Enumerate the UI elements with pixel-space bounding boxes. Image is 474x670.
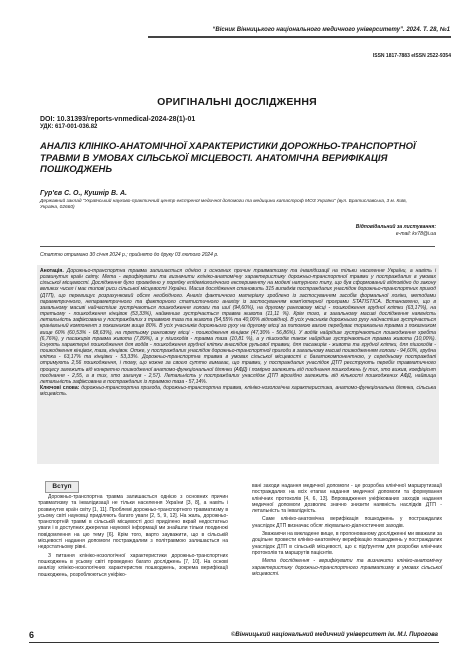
issn-line: ISSN 1817-7883 eISSN 2522-9354 xyxy=(372,53,451,59)
udk-code: УДК: 617-001-036.82 xyxy=(40,124,98,130)
abstract-text: Дорожньо-транспортна травма залишається однією з основних причин травматизму та інвалідизації на тільки населення України, а навіть і розвинутих країн світу. Мета - верифікувати та визначити клініко-анатомічну характеристику дорожньо-транспортної травми у постраждалих в умовах сільської місцевості. Дослідження було проведено у порядку епідеміологічного експерименту на моделі натурного типу, що був сформований відповідно до закону великих чисел і має типові риси сільської місцевості України. Масив дослідження становить 315 випадків постраждалих унаслідок дорожньо-транспортних пригод (ДТП), що перевищує розрахунковий обсяг необхідного. Аналіз фактичного матеріалу зроблено із застосуванням засобів формальної логіки, методами параметричного, непараметричного та факторного статистичного аналізу із застосуванням комп'ютерної програми STATISTICA. Встановлено, що в загальному масиві найчастіше зустрічаються пошкодження голови та шиї (94,60%), на другому ранговому місці - пошкодження грудної клітки (63,17%), на третьому - пошкодження кінцівок (53,33%), найменше зустрічається травма живота (11,11 %). Крім того, в загальному масиві дослідження наявність летальність зафіксована у постраждалих з травмою таза та живота (54,55% та 40,00% відповідно). В усіх учасників дорожнього руху найчастіше зустрічається краніальний компонент з показником вище 80%. В усіх учасників дорожнього руху на другому місці за питомою вагою перебуває торакальна травма з показником вище 60% (60,53% - 68,63%), на третьому ранговому місці - пошкодження кінцівок (47,30% - 56,86%). У водіїв найрідше зустрічаються пошкодження хребта (6,76%), у пасажирів травма живота (7,89%), а у пішоходів - травма таза (10,81 %), а у пішоходів також найрідше зустрічаються травма живота (10,00%). Існують характерні пошкодження для водіїв - пошкодження грудної клітки внаслідок рульової травми, для пасажирів - живота та грудної клітки, для пішоходів - пошкодження кінцівок, таза, кінцівок. Отже, у постраждалих унаслідок дорожньо-транспортної пригоди в загальному масиві пошкодженням голови - 94,60%, грудна клітка - 63,17% та кінцівки - 53,33%. Дорожньо-транспортна травма в умовах сільської місцевості є багатокомпонентною, у середньому постраждалі отримують 2,56 пошкодження, і тому, що кожне за своєю суттю вимагає, що травми, у постраждалих унаслідок ДТП реєструють перебіг травматичного процесу залежить від конкретно пошкодженої анатомо-функціональної ділянки (АФД) і помірно залежить від поєднання пошкоджень (у тих, хто вижив, коефіцієнт поєднання - 2,55, а в тих, хто загинув - 2,57). Летальність у постраждалих унаслідок ДТП вірогідно залежить від кількості пошкоджених АФД, найвища летальність зафіксована в постраждалих із травмою таза - 57,14%. xyxy=(40,268,436,385)
header-divider xyxy=(148,36,451,38)
keywords-text: дорожньо-транспортна пригода, дорожньо-транспортна травма, клініко-нозологічна характеристика, анатомо-функціональна ділянка, сільська місцевість. xyxy=(40,384,436,398)
dates-divider xyxy=(40,246,435,247)
right-column xyxy=(252,483,442,579)
journal-header: “Вісник Вінницького національного медичного університету”. 2024. Т. 28, №1 xyxy=(212,27,450,33)
received-dates: Статтю отримано 30 січня 2024 р.; прийнято до друку 03 лютого 2024 р. xyxy=(40,252,219,258)
abstract-label: Анотація. xyxy=(40,268,64,274)
right-paragraph: Зважаючи на викладене вище, в пропонованому дослідженні ми вважали за доцільне провести клініко-анатомічну верифікацію пошкоджень у постраждалих унаслідок ДТП в сільській місцевості, що є підґрунтям для розробки клінічних протоколів та маршрутів пацієнтів. xyxy=(252,531,442,556)
section-title: ОРИГІНАЛЬНІ ДОСЛІДЖЕННЯ xyxy=(157,96,317,108)
correspondence-email[interactable]: e-mail: kv78@i.ua xyxy=(395,231,436,237)
affiliation: Державний заклад "Український науково-практичний центр екстреної медичної допомоги та медицини катастроф МОЗ України" (вул. Братиславська, 3 м. Київ, Україна, 02660) xyxy=(40,199,407,211)
left-column xyxy=(38,494,228,580)
page-number: 6 xyxy=(29,630,35,640)
article-title: АНАЛІЗ КЛІНІКО-АНАТОМІЧНОЇ ХАРАКТЕРИСТИКИ ДОРОЖНЬО-ТРАНСПОРТНОЇ ТРАВМИ В УМОВАХ СІЛЬСЬКОЇ МІСЦЕВОСТІ. АНАТОМІЧНА ВЕРИФІКАЦІЯ ПОШКОДЖЕНЬ xyxy=(40,141,416,175)
keywords-label: Ключові слова: xyxy=(40,384,80,391)
right-paragraph: вані заходи надання медичної допомоги - це розробка клінічної маршрутизації постраждалих на всіх етапах надання медичної допомоги та формування клінічних протоколів [4, 6, 13]. Впровадження уніфікованих заходів надання медичної допомоги дозволяє значно знизити наявність наслідків ДТП - летальність та інвалідність. xyxy=(252,483,442,515)
authors: Гур'єв С. О., Кушнір В. А. xyxy=(40,190,127,197)
doi-link[interactable]: DOI: 10.31393/reports-vnmedical-2024-28(1)-01 xyxy=(40,116,196,123)
left-paragraph: Дорожньо-транспортна травма залишається однією з основних причин травматизму та інвалідизації не тільки населення України [3, 8], а навіть і розвинутих країн світу [1, 11]. Проблемі дорожньо-транспортного травматизму в усьому світі науковці приділяють багато уваги [2, 5, 9, 12]. На жаль, дорожньо-транспортній травмі в сільській місцевості досі приділено вкрай недостатньо уваги і в доступних джерелах наукової інформації ми знайшли тільки поодинокі повідомлення на цю тему [6]. Крім того, варто зауважити, що в сільській місцевості надання допомоги постраждалим з політравмою залишається на недостатньому рівні. xyxy=(38,494,228,551)
correspondence-label: Відповідальний за листування: xyxy=(355,224,436,230)
right-paragraph: Саме клініко-анатомічна верифікація пошкоджень у постраждалих унаслідок ДТП визначає обсяг лікувально-діагностичних заходів. xyxy=(252,516,442,529)
right-paragraph: Мета дослідження - верифікувати та визначити клініко-анатомічну характеристику дорожньо-транспортного травматизму в умовах сільської місцевості. xyxy=(252,558,442,577)
intro-heading: Вступ xyxy=(45,481,79,493)
footer-divider xyxy=(29,642,439,643)
abstract-box xyxy=(37,265,439,464)
footer-publisher: ©Вінницький національний медичний університет ім. М.І. Пирогова xyxy=(231,632,438,638)
left-paragraph: З питання клініко-нозологічної характеристики дорожньо-транспортних пошкоджень в усьому світі проведено багато досліджень [7, 10]. На основі аналізу клініко-нозологічних характеристик пошкоджень, зокрема верифікації пошкоджень, розроблюються уніфіко- xyxy=(38,552,228,578)
